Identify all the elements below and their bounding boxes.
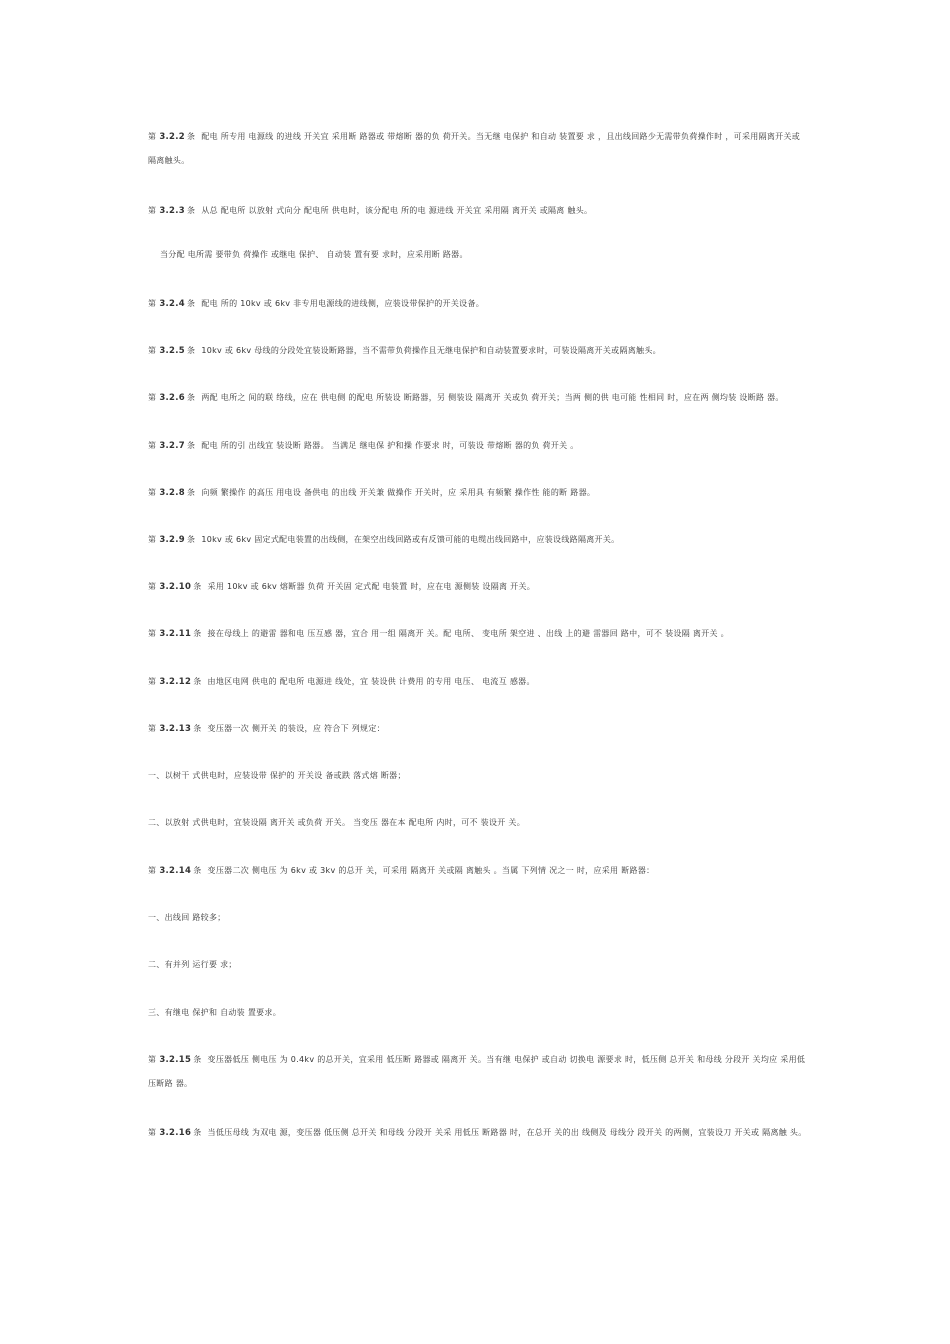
clause-3-2-14 [148, 859, 808, 883]
clause-prefix: 第 [148, 132, 157, 141]
clause-suffix: 条 [187, 535, 196, 544]
document-page [148, 0, 808, 1344]
clause-prefix: 第 [148, 1055, 157, 1064]
clause-3-2-15 [148, 1048, 808, 1096]
paragraph-text: 当分配 电所需 要带负 荷操作 或继电 保护、 自动装 置有要 求时，应采用断 路器。 [160, 250, 468, 259]
clause-prefix: 第 [148, 582, 157, 591]
clause-number: 3.2.7 [159, 441, 186, 451]
clause-3-2-8 [148, 481, 808, 505]
list-item-text: 三、有继电 保护和 自动装 置要求。 [148, 1008, 282, 1017]
clause-suffix: 条 [193, 1055, 202, 1064]
clause-text: 接在母线上 的避雷 器和电 压互感 器，宜合 用一组 隔离开 关。配 电所、 变电所 架空进 、出线 上的避 雷器回 路中，可不 装设隔 离开关 。 [207, 629, 729, 638]
clause-suffix: 条 [193, 724, 202, 733]
list-item-text: 二、有并列 运行要 求； [148, 960, 237, 969]
clause-text: 变压器一次 侧开关 的装设，应 符合下 列规定： [207, 724, 385, 733]
clause-text: 向频 繁操作 的高压 用电设 备供电 的出线 开关兼 做操作 开关时，应 采用具 有频繁 操作性 能的断 路器。 [201, 488, 596, 497]
clause-suffix: 条 [187, 132, 196, 141]
clause-3-2-16 [148, 1121, 808, 1145]
clause-prefix: 第 [148, 206, 157, 215]
clause-number: 3.2.15 [159, 1055, 192, 1065]
clause-number: 3.2.16 [159, 1128, 192, 1138]
clause-number: 3.2.14 [159, 866, 192, 876]
clause-text: 从总 配电所 以放射 式向分 配电所 供电时，该分配电 所的电 源进线 开关宜 采用隔 离开关 或隔离 触头。 [201, 206, 593, 215]
clause-3-2-2 [148, 125, 808, 173]
clause-suffix: 条 [187, 299, 196, 308]
clause-prefix: 第 [148, 299, 157, 308]
clause-3-2-5 [148, 339, 808, 363]
clause-3-2-4 [148, 292, 808, 316]
list-item-text: 二、以放射 式供电时，宜装设隔 离开关 或负荷 开关。 当变压 器在本 配电所 内时，可不 装设开 关。 [148, 818, 526, 827]
clause-suffix: 条 [187, 393, 196, 402]
clause-number: 3.2.5 [159, 346, 186, 356]
clause-text: 配电 所专用 电源线 的进线 开关宜 采用断 路器或 带熔断 器的负 荷开关。当无继 电保护 和自动 装置要 求 ，且出线回路少无需带负荷操作时 ，可采用隔离开关或隔离触头。 [148, 132, 801, 165]
clause-3-2-7 [148, 434, 808, 458]
clause-3-2-13 [148, 717, 808, 741]
clause-3-2-11 [148, 622, 808, 646]
clause-text: 当低压母线 为双电 源，变压器 低压侧 总开关 和母线 分段开 关采 用低压 断路器 时，在总开 关的出 线侧及 母线分 段开关 的两侧，宜装设刀 开关或 隔离触 头。 [207, 1128, 807, 1137]
clause-3-2-10 [148, 575, 808, 599]
list-item-3 [148, 1001, 808, 1025]
clause-text: 变压器低压 侧电压 为 0.4kv 的总开关，宜采用 低压断 路器或 隔离开 关。当有继 电保护 或自动 切换电 源要求 时，低压侧 总开关 和母线 分段开 关均应 采用低 压断路 器。 [148, 1055, 806, 1088]
clause-suffix: 条 [187, 346, 196, 355]
clause-number: 3.2.9 [159, 535, 186, 545]
clause-suffix: 条 [193, 1128, 202, 1137]
clause-prefix: 第 [148, 393, 157, 402]
clause-text: 配电 所的引 出线宜 装设断 路器。 当满足 继电保 护和操 作要求 时，可装设 带熔断 器的负 荷开关 。 [201, 441, 579, 450]
list-item-text: 一、以树干 式供电时，应装设带 保护的 开关设 备或跌 落式熔 断器； [148, 771, 406, 780]
clause-number: 3.2.3 [159, 206, 186, 216]
clause-prefix: 第 [148, 1128, 157, 1137]
clause-3-2-9 [148, 528, 808, 552]
clause-text: 10kv 或 6kv 固定式配电装置的出线侧，在架空出线回路或有反馈可能的电缆出线回路中，应装设线路隔离开关。 [201, 535, 620, 544]
clause-prefix: 第 [148, 441, 157, 450]
clause-3-2-6 [148, 386, 808, 410]
clause-suffix: 条 [187, 206, 196, 215]
clause-suffix: 条 [187, 488, 196, 497]
clause-number: 3.2.11 [159, 629, 192, 639]
list-item-text: 一、出线回 路较多； [148, 913, 226, 922]
clause-number: 3.2.10 [159, 582, 192, 592]
clause-suffix: 条 [193, 866, 202, 875]
clause-prefix: 第 [148, 346, 157, 355]
clause-prefix: 第 [148, 488, 157, 497]
clause-text: 由地区电网 供电的 配电所 电源进 线处，宜 装设供 计费用 的专用 电压、 电流互 感器。 [207, 677, 535, 686]
clause-text: 10kv 或 6kv 母线的分段处宜装设断路器，当不需带负荷操作且无继电保护和自动装置要求时，可装设隔离开关或隔离触头。 [201, 346, 661, 355]
clause-3-2-3 [148, 199, 808, 223]
clause-prefix: 第 [148, 866, 157, 875]
clause-text: 配电 所的 10kv 或 6kv 非专用电源线的进线侧，应装设带保护的开关设备。 [201, 299, 485, 308]
clause-3-2-3-continuation [148, 243, 820, 267]
list-item-1 [148, 906, 808, 930]
clause-prefix: 第 [148, 677, 157, 686]
clause-number: 3.2.2 [159, 132, 186, 142]
clause-text: 变压器二次 侧电压 为 6kv 或 3kv 的总开 关，可采用 隔离开 关或隔 离触头 。当属 下列情 况之一 时，应采用 断路器： [207, 866, 655, 875]
clause-3-2-12 [148, 670, 808, 694]
list-item-1 [148, 764, 808, 788]
clause-number: 3.2.6 [159, 393, 186, 403]
clause-prefix: 第 [148, 724, 157, 733]
clause-text: 两配 电所之 间的联 络线，应在 供电侧 的配电 所装设 断路器，另 侧装设 隔离开 关或负 荷开关；当两 侧的供 电可能 性相同 时，应在两 侧均装 设断路 器。 [201, 393, 784, 402]
clause-suffix: 条 [187, 441, 196, 450]
clause-text: 采用 10kv 或 6kv 熔断器 负荷 开关固 定式配 电装置 时，应在电 源侧装 设隔离 开关。 [207, 582, 536, 591]
clause-number: 3.2.8 [159, 488, 186, 498]
clause-prefix: 第 [148, 629, 157, 638]
list-item-2 [148, 811, 808, 835]
clause-suffix: 条 [193, 582, 202, 591]
clause-number: 3.2.4 [159, 299, 186, 309]
clause-prefix: 第 [148, 535, 157, 544]
clause-suffix: 条 [193, 629, 202, 638]
clause-number: 3.2.12 [159, 677, 192, 687]
list-item-2 [148, 953, 808, 977]
clause-suffix: 条 [193, 677, 202, 686]
clause-number: 3.2.13 [159, 724, 192, 734]
